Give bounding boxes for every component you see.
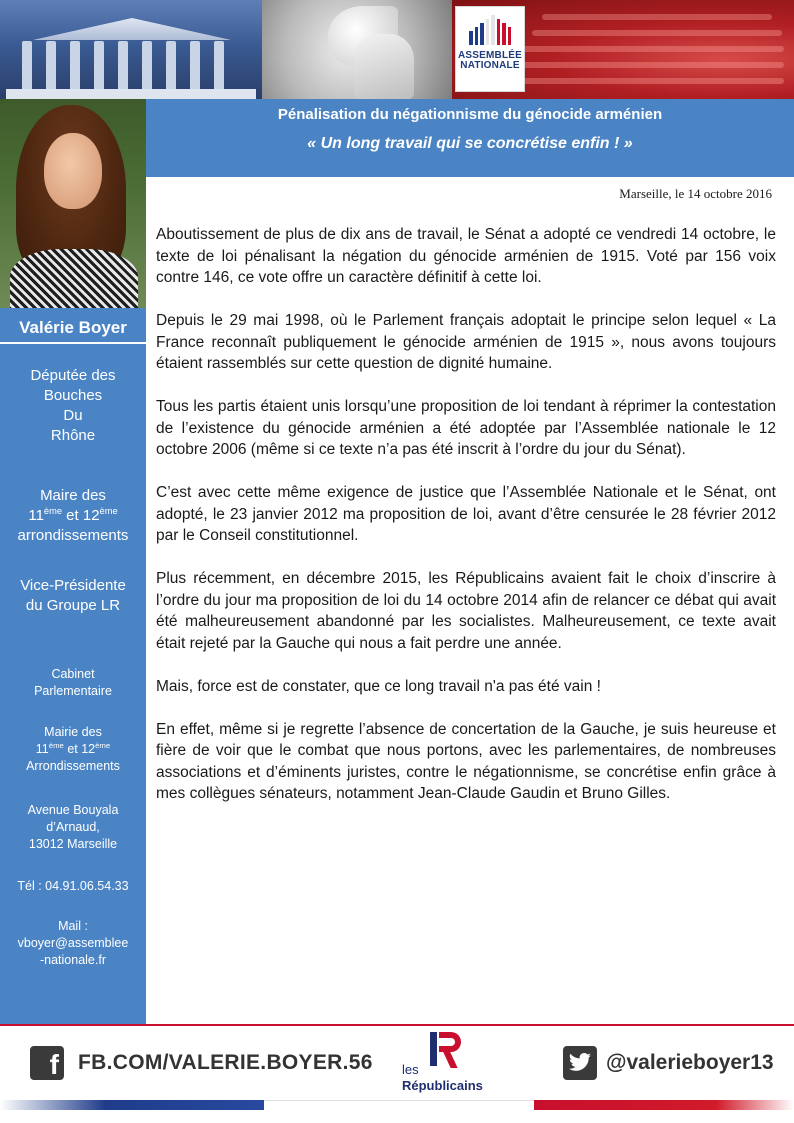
document-subtitle: « Un long travail qui se concrétise enfin ! » [307, 135, 633, 152]
logo-text: ASSEMBLÉE NATIONALE [457, 50, 523, 71]
tricolor-band [0, 1100, 794, 1123]
mairie-block: Mairie des 11ème et 12ème Arrondissements [26, 725, 120, 773]
phone-number: Tél : 04.91.06.54.33 [17, 879, 129, 893]
facebook-icon[interactable]: f [30, 1046, 64, 1080]
twitter-handle[interactable]: @valerieboyer13 [606, 1051, 774, 1074]
footer [0, 1026, 794, 1100]
assemblee-nationale-logo [455, 6, 525, 92]
paragraph: Aboutissement de plus de dix ans de travail, le Sénat a adopté ce vendredi 14 octobre, le texte de loi pénalisant la négation du génocide arménien de 1915. Voté par 156 voix contre 146, ce vote offre un caractère définitif à cette loi. [156, 226, 776, 286]
cabinet-block: Cabinet Parlementaire [34, 667, 112, 698]
date-line: Marseille, le 14 octobre 2016 [619, 186, 772, 201]
paragraph: Mais, force est de constater, que ce long travail n'a pas été vain ! [156, 677, 601, 695]
paragraph: Plus récemment, en décembre 2015, les Républicains avaient fait le choix d’inscrire à l’ordre du jour ma proposition de loi du 14 octobre 2014 afin de relancer ce débat qui avait été malheureusement abandonné par les socialistes. Malheureusement, ce texte avait était rejeté par la Gauche qui nous a fait perdre une année. [156, 570, 776, 652]
email-link[interactable]: vboyer@assemblee [17, 936, 129, 950]
facebook-link[interactable]: FB.COM/VALERIE.BOYER.56 [78, 1051, 373, 1074]
header-banner [0, 0, 794, 99]
body-text [156, 224, 776, 826]
twitter-icon[interactable] [563, 1046, 597, 1080]
role-block: Députée des Bouches Du Rhône [30, 367, 116, 444]
paragraph: Depuis le 29 mai 1998, où le Parlement français adoptait le principe selon lequel « La France reconnaît publiquement le génocide arménien de 1915 », nous avons toujours étaient rassemblés sur cette question de dignité humaine. [156, 312, 776, 372]
portrait-photo [0, 99, 146, 308]
statue-photo [262, 0, 452, 99]
tricolor-flag-icon [469, 15, 511, 45]
assembly-building-photo [0, 0, 262, 99]
les-republicains-logo: les Républicains [402, 1030, 512, 1096]
paragraph: En effet, même si je regrette l’absence de concertation de la Gauche, je suis heureuse et fière de voir que le combat que nous portons, avec les parlementaires, de nombreuses associations et d’éminents juristes, contre le négationnisme, se concrétise enfin grâce à mes collègues sénateurs, notamment Jean-Claude Gaudin et Bruno Gilles. [156, 720, 776, 802]
title-box [146, 99, 794, 177]
lr-mark-icon [430, 1030, 462, 1070]
mail-block: Mail : vboyer@assemblee -nationale.fr [4, 918, 142, 969]
deputy-name: Valérie Boyer [0, 312, 146, 344]
paragraph: Tous les partis étaient unis lorsqu’une proposition de loi tendant à réprimer la contestation de l’existence du génocide arménien a été adoptée par l’Assemblée nationale le 12 octobre 2006 (même si ce texte n’a pas été inscrit à l’ordre du jour du Sénat). [156, 398, 776, 458]
document-title: Pénalisation du négationnisme du génocide arménien [277, 106, 663, 123]
sidebar [0, 308, 146, 1024]
paragraph: C’est avec cette même exigence de justice que l’Assemblée Nationale et le Sénat, ont adopté, le 23 janvier 2012 ma proposition de loi, avant d’être censurée le 28 février 2012 par le Conseil constitutionnel. [156, 484, 776, 544]
email-link-continued[interactable]: -nationale.fr [39, 953, 106, 967]
address-block: Avenue Bouyala d’Arnaud, 13012 Marseille [27, 803, 119, 851]
vice-president-block: Vice-Présidente du Groupe LR [20, 577, 126, 614]
mayor-block: Maire des 11ème et 12ème arrondissements [17, 487, 129, 544]
